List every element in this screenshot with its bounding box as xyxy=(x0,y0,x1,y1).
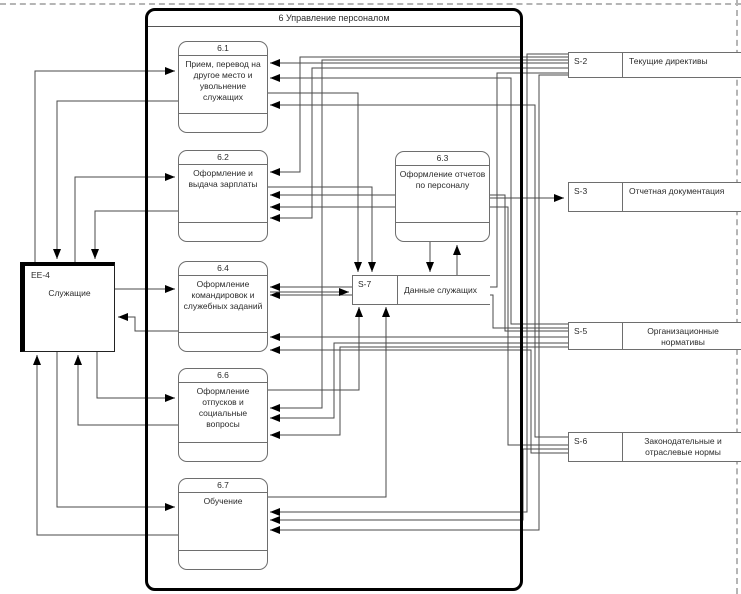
datastore-s7[interactable] xyxy=(352,275,490,305)
datastore-s5[interactable] xyxy=(568,322,741,350)
process-number: 6.7 xyxy=(179,479,267,493)
process-footer xyxy=(179,113,267,132)
datastore-s6[interactable] xyxy=(568,432,741,462)
datastore-s2[interactable] xyxy=(568,52,741,78)
process-footer xyxy=(179,442,267,461)
process-footer xyxy=(396,222,489,241)
datastore-id: S-7 xyxy=(353,276,398,304)
datastore-s3[interactable] xyxy=(568,182,741,212)
entity-label: Служащие xyxy=(48,288,91,298)
datastore-label: Законодательные и отраслевые нормы xyxy=(644,436,722,457)
process-box-6-6[interactable] xyxy=(178,368,268,462)
datastore-id: S-3 xyxy=(569,183,623,211)
process-number: 6.6 xyxy=(179,369,267,383)
process-box-6-7[interactable] xyxy=(178,478,268,570)
process-footer xyxy=(179,332,267,351)
process-label: Прием, перевод на другое место и увольнение служащих xyxy=(185,59,261,102)
process-number: 6.4 xyxy=(179,262,267,276)
process-number: 6.1 xyxy=(179,42,267,56)
process-label: Обучение xyxy=(203,496,243,506)
process-box-6-3[interactable] xyxy=(395,151,490,242)
datastore-id: S-5 xyxy=(569,323,623,349)
diagram-title: 6 Управление персоналом xyxy=(148,11,520,27)
datastore-label: Организационные нормативы xyxy=(647,326,719,347)
datastore-label: Текущие директивы xyxy=(629,56,708,66)
process-label: Оформление отчетов по персоналу xyxy=(399,169,486,190)
process-number: 6.2 xyxy=(179,151,267,165)
process-label: Оформление и выдача зарплаты xyxy=(188,168,258,189)
process-footer xyxy=(179,222,267,241)
process-box-6-4[interactable] xyxy=(178,261,268,352)
datastore-id: S-6 xyxy=(569,433,623,461)
process-label: Оформление командировок и служебных заданий xyxy=(183,279,263,311)
process-label: Оформление отпусков и социальные вопросы xyxy=(196,386,250,429)
process-footer xyxy=(179,550,267,569)
entity-box-ee4[interactable] xyxy=(20,262,115,352)
process-box-6-1[interactable] xyxy=(178,41,268,133)
process-box-6-2[interactable] xyxy=(178,150,268,242)
datastore-label: Отчетная документация xyxy=(629,186,725,196)
datastore-id: S-2 xyxy=(569,53,623,77)
process-number: 6.3 xyxy=(396,152,489,166)
datastore-label: Данные служащих xyxy=(404,285,478,295)
entity-id: EE-4 xyxy=(31,270,50,280)
